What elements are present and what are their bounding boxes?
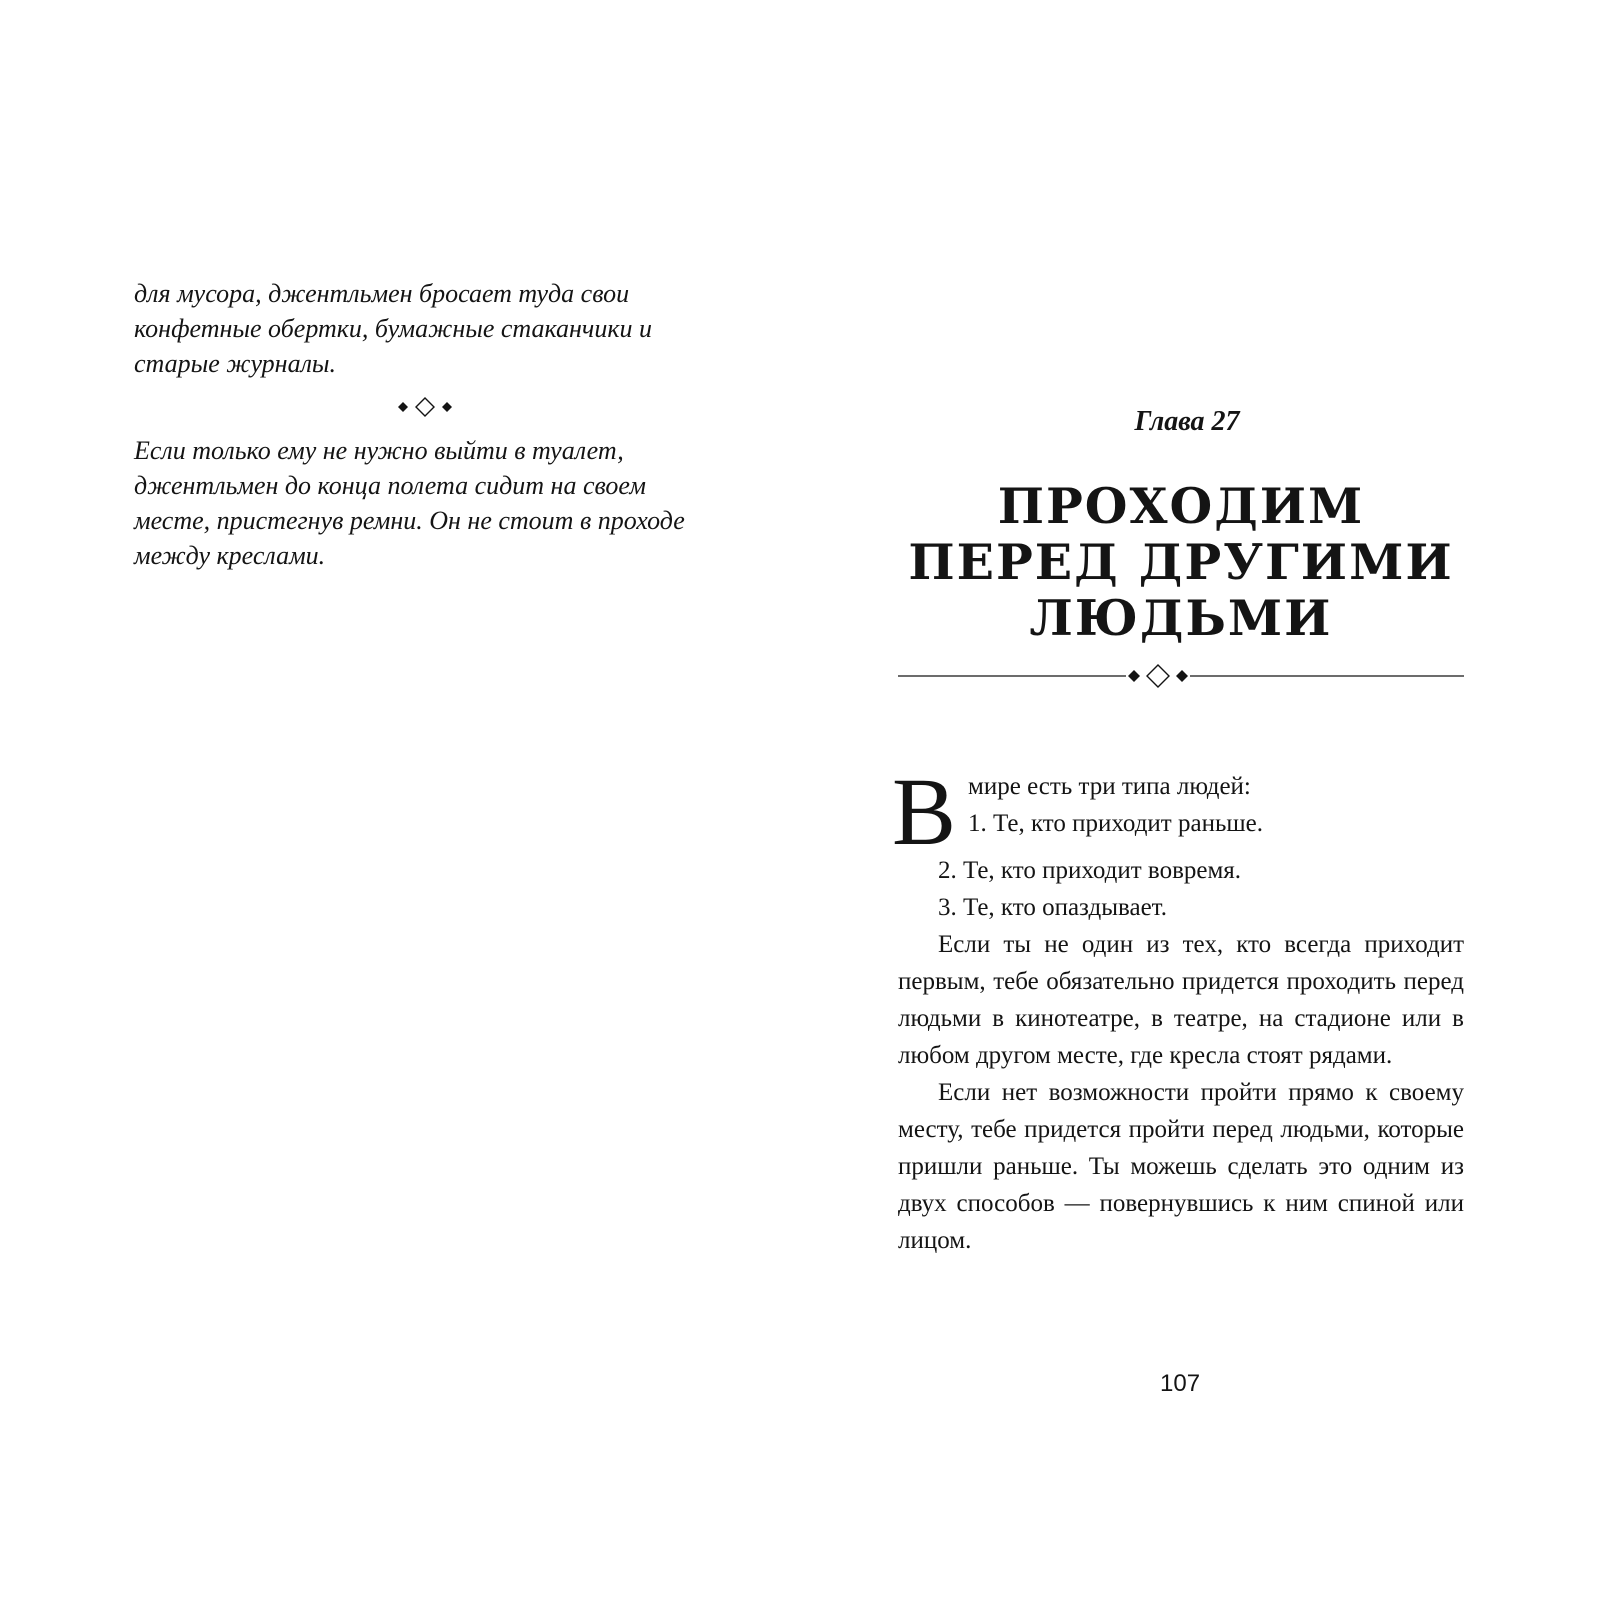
left-paragraph-1: для мусора, джентльмен бросает туда свои конфетные обертки, бумажные стаканчики и старые журналы. (134, 279, 652, 378)
opening-block (892, 758, 1464, 865)
list-item: 3. Те, кто опаздывает. (938, 894, 1167, 921)
body-paragraph-2: Если нет возможности пройти прямо к своему месту, тебе придется пройти перед людьми, которые пришли раньше. Ты можешь сделать это одним из двух способов — повернувшись к ним спиной или лицом. (898, 1079, 1464, 1254)
list-item: 2. Те, кто приходит вовремя. (938, 857, 1242, 884)
chapter-divider-icon (898, 664, 1464, 688)
chapter-title: ПРОХОДИМ ПЕРЕД ДРУГИМИ ЛЮДЬМИ (908, 477, 1454, 647)
chapter-body (892, 758, 1464, 1259)
list-item: 1. Те, кто приходит раньше. (968, 810, 1263, 837)
diamond-ornament-icon (394, 397, 456, 417)
body-paragraph-1: Если ты не один из тех, кто всегда приходит первым, тебе обязательно придется проходить перед людьми в кинотеатре, в театре, на стадионе или в любом другом месте, где кресла стоят рядами. (898, 931, 1464, 1069)
page-number: 107 (1160, 1370, 1201, 1397)
right-page (892, 400, 1464, 1259)
chapter-label: Глава 27 (1134, 406, 1240, 437)
left-page (134, 276, 694, 573)
intro-line: мире есть три типа людей: (968, 773, 1251, 800)
left-paragraph-2: Если только ему не нужно выйти в туалет, джентльмен до конца полета сидит на своем месте, пристегнув ремни. Он не стоит в проходе между креслами. (134, 436, 685, 570)
drop-cap: В (892, 758, 957, 865)
